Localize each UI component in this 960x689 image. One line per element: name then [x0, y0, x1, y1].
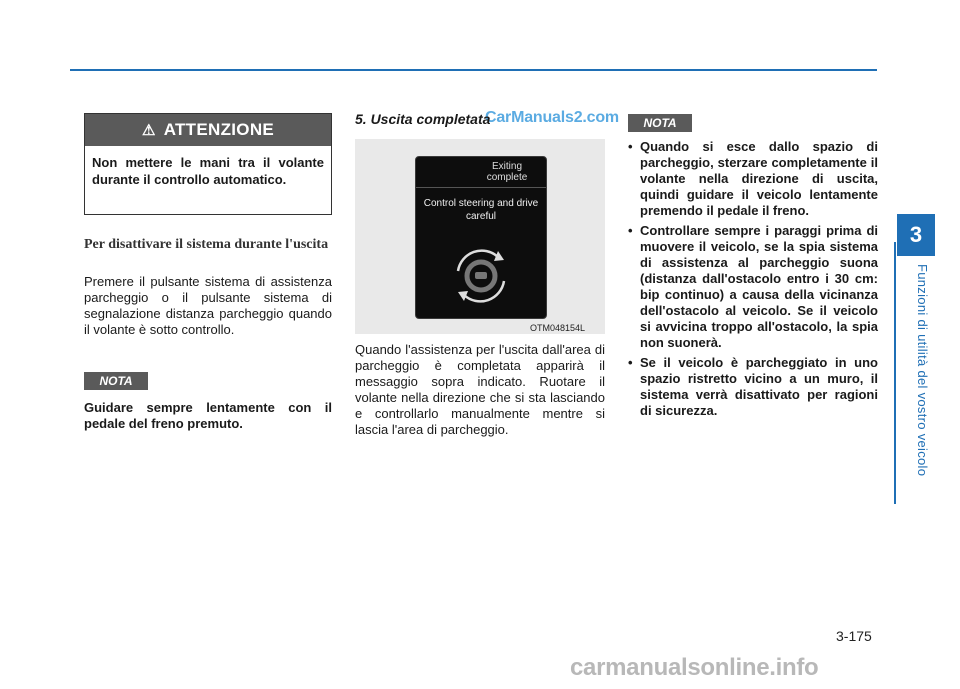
- watermark-bottom[interactable]: carmanualsonline.info: [570, 654, 819, 681]
- cluster-screen: [415, 156, 547, 319]
- cluster-figure: [355, 139, 605, 334]
- paragraph: Quando l'assistenza per l'uscita dall'area di parcheggio è completata apparirà il messaggio sopra indicato. Ruotare il volante nella direzione che si sta lasciando e controllarlo manualmente mentre si lascia l'area di parcheggio.: [355, 342, 605, 437]
- screen-divider: [416, 187, 546, 188]
- warning-header-label: ATTENZIONE: [163, 120, 275, 139]
- chapter-title: Funzioni di utilità del vostro veicolo: [915, 264, 930, 477]
- bullet-list: [628, 139, 878, 423]
- warning-triangle-icon: ⚠: [141, 122, 156, 139]
- figure-code: OTM048154L: [530, 323, 586, 333]
- nota-badge: NOTA: [628, 114, 692, 132]
- side-rule: [894, 242, 896, 504]
- section-heading: 5. Uscita completata: [355, 111, 491, 127]
- bullet-item: • Quando si esce dallo spazio di parcheggio, sterzare completamente il volante nella direzione di uscita, quindi guidare il veicolo lentamente premendo il pedale il freno.: [628, 139, 878, 219]
- warning-text: Non mettere le mani tra il volante durante il controllo automatico.: [92, 155, 324, 187]
- screen-message: Control steering and drive careful: [423, 198, 539, 222]
- bullet-item: • Controllare sempre i paraggi prima di muovere il veicolo, se la spia sistema di assistenza al parcheggio suona (distanza dall'ostacolo entro i 30 cm: bip continuo) a causa della vicinanza dell'ostacolo al veicolo. Se il veicolo si avvicina troppo all'ostacolo, la spia non suonerà.: [628, 223, 878, 351]
- page-number: 3-175: [836, 628, 872, 644]
- steering-wheel-icon: [446, 241, 516, 311]
- warning-box: [84, 113, 332, 215]
- watermark-top[interactable]: CarManuals2.com: [485, 109, 619, 126]
- nota-badge: NOTA: [84, 372, 148, 390]
- chapter-tab: 3: [897, 214, 935, 256]
- screen-title: Exiting complete: [486, 161, 528, 183]
- section-title: Per disattivare il sistema durante l'uscita: [84, 237, 329, 252]
- note-text: Guidare sempre lentamente con il pedale del freno premuto.: [84, 400, 332, 431]
- warning-header: [85, 114, 331, 146]
- bullet-item: • Se il veicolo è parcheggiato in uno spazio ristretto vicino a un muro, il sistema verrà disattivato per ragioni di sicurezza.: [628, 355, 878, 419]
- header-rule: [70, 69, 877, 71]
- paragraph: Premere il pulsante sistema di assistenza parcheggio o il pulsante sistema di segnalazione distanza parcheggio quando il volante è sotto controllo.: [84, 274, 332, 337]
